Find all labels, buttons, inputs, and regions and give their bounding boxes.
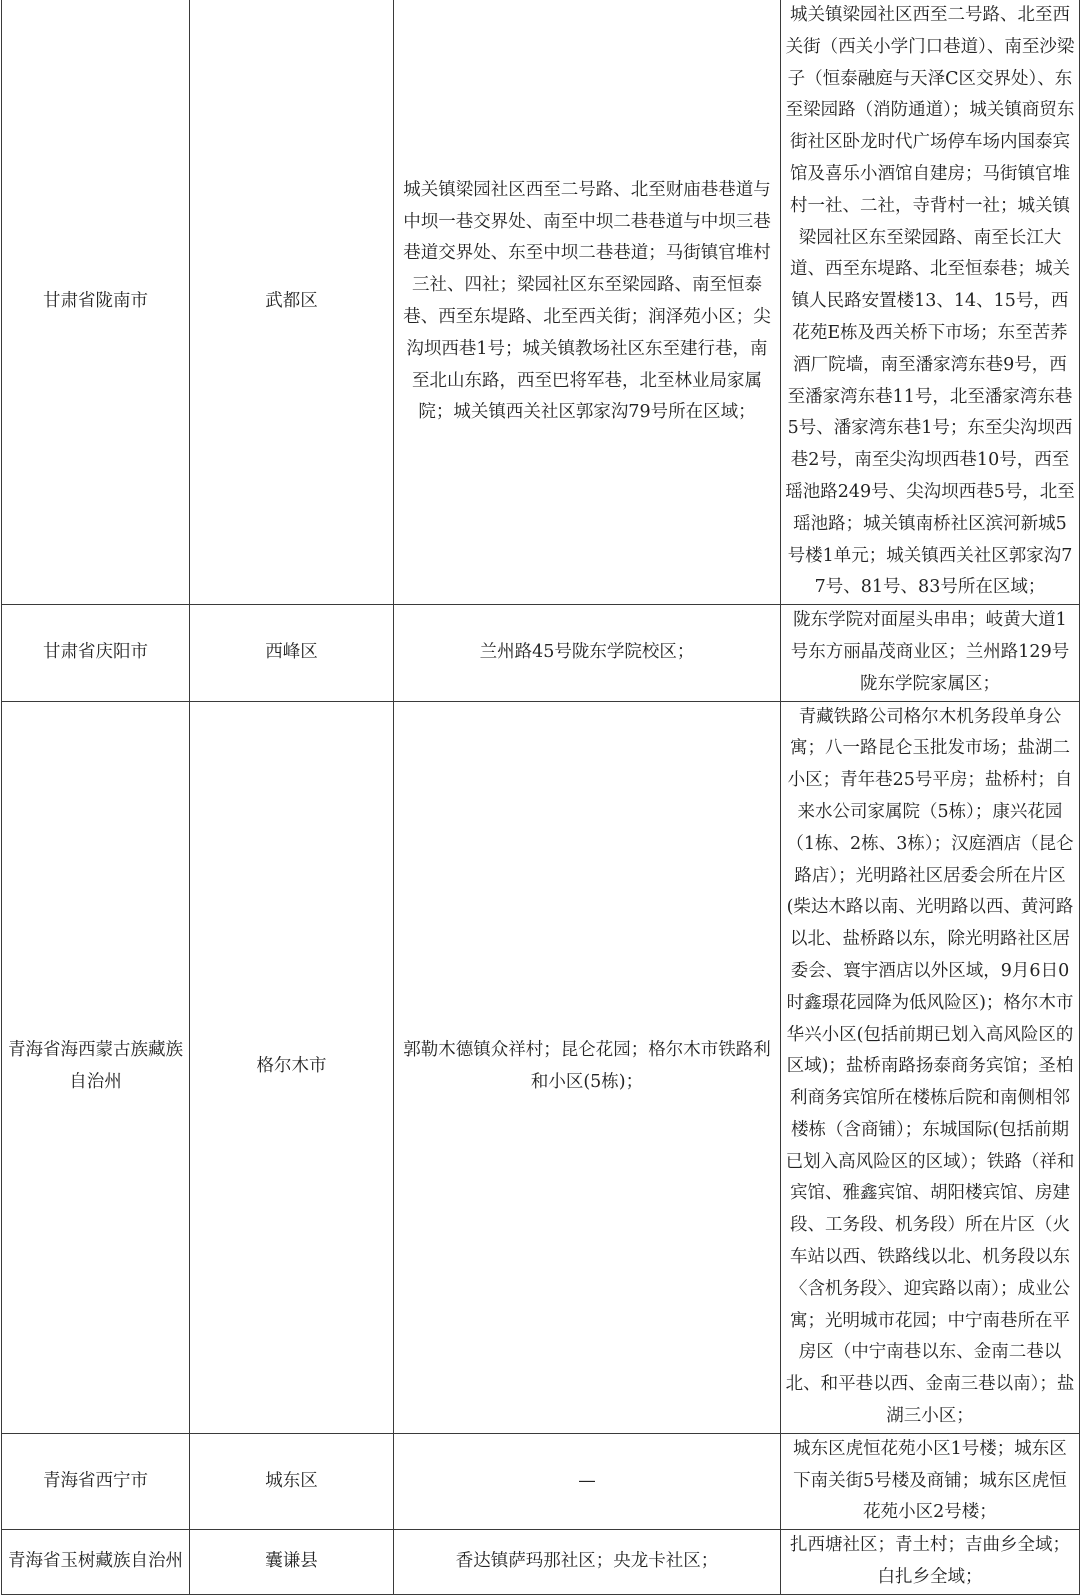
district-cell: 城东区 xyxy=(190,1433,394,1529)
high-risk-cell: 郭勒木德镇众祥村；昆仑花园；格尔木市铁路利和小区(5栋)； xyxy=(394,701,781,1433)
risk-area-table xyxy=(1,0,1080,1595)
district-cell: 囊谦县 xyxy=(190,1530,394,1595)
medium-risk-cell: 青藏铁路公司格尔木机务段单身公寓；八一路昆仑玉批发市场；盐湖二小区；青年巷25号平房；盐桥村；自来水公司家属院（5栋）；康兴花园（1栋、2栋、3栋）；汉庭酒店（昆仑路店）；光明路社区居委会所在片区(柴达木路以南、光明路以西、黄河路以北、盐桥路以东，除光明路社区居委会、寰宇酒店以外区域，9月6日0时鑫璟花园降为低风险区)；格尔木市华兴小区(包括前期已划入高风险区的区域)；盐桥南路扬泰商务宾馆；圣柏利商务宾馆所在楼栋后院和南侧相邻楼栋（含商铺）；东城国际(包括前期已划入高风险区的区域）；铁路（祥和宾馆、雅鑫宾馆、胡阳楼宾馆、房建段、工务段、机务段）所在片区（火车站以西、铁路线以北、机务段以东〈含机务段〉、迎宾路以南）；成业公寓；光明城市花园；中宁南巷所在平房区（中宁南巷以东、金南二巷以北、和平巷以西、金南三巷以南）；盐湖三小区； xyxy=(781,701,1080,1433)
region-cell: 青海省海西蒙古族藏族自治州 xyxy=(2,701,190,1433)
table-row xyxy=(2,0,1080,605)
medium-risk-cell: 陇东学院对面屋头串串；岐黄大道1号东方丽晶茂商业区；兰州路129号陇东学院家属区； xyxy=(781,605,1080,701)
high-risk-cell: 城关镇梁园社区西至二号路、北至财庙巷巷道与中坝一巷交界处、南至中坝二巷巷道与中坝三巷巷道交界处、东至中坝二巷巷道；马街镇官堆村三社、四社；梁园社区东至梁园路、南至恒泰巷、西至东堤路、北至西关街；润泽苑小区；尖沟坝西巷1号；城关镇教场社区东至建行巷，南至北山东路，西至巴将军巷，北至林业局家属院；城关镇西关社区郭家沟79号所在区域； xyxy=(394,0,781,605)
district-cell: 格尔木市 xyxy=(190,701,394,1433)
high-risk-cell: — xyxy=(394,1433,781,1529)
table-row xyxy=(2,701,1080,1433)
region-cell: 甘肃省庆阳市 xyxy=(2,605,190,701)
table-row xyxy=(2,1433,1080,1529)
district-cell: 武都区 xyxy=(190,0,394,605)
region-cell: 青海省玉树藏族自治州 xyxy=(2,1530,190,1595)
region-cell: 甘肃省陇南市 xyxy=(2,0,190,605)
high-risk-cell: 兰州路45号陇东学院校区； xyxy=(394,605,781,701)
region-cell: 青海省西宁市 xyxy=(2,1433,190,1529)
district-cell: 西峰区 xyxy=(190,605,394,701)
medium-risk-cell: 城关镇梁园社区西至二号路、北至西关街（西关小学门口巷道）、南至沙梁子（恒泰融庭与天泽C区交界处）、东至梁园路（消防通道）；城关镇商贸东街社区卧龙时代广场停车场内国泰宾馆及喜乐小酒馆自建房；马街镇官堆村一社、二社，寺背村一社；城关镇梁园社区东至梁园路、南至长江大道、西至东堤路、北至恒泰巷；城关镇人民路安置楼13、14、15号，西花苑E栋及西关桥下市场；东至苦荞酒厂院墙，南至潘家湾东巷9号，西至潘家湾东巷11号，北至潘家湾东巷5号、潘家湾东巷1号；东至尖沟坝西巷2号，南至尖沟坝西巷10号，西至瑶池路249号、尖沟坝西巷5号，北至瑶池路；城关镇南桥社区滨河新城5号楼1单元；城关镇西关社区郭家沟77号、81号、83号所在区域； xyxy=(781,0,1080,605)
table-row xyxy=(2,1530,1080,1595)
high-risk-cell: 香达镇萨玛那社区；央龙卡社区； xyxy=(394,1530,781,1595)
medium-risk-cell: 城东区虎恒花苑小区1号楼；城东区下南关街5号楼及商铺；城东区虎恒花苑小区2号楼； xyxy=(781,1433,1080,1529)
medium-risk-cell: 扎西塘社区；青土村；吉曲乡全域；白扎乡全域； xyxy=(781,1530,1080,1595)
table-row xyxy=(2,605,1080,701)
